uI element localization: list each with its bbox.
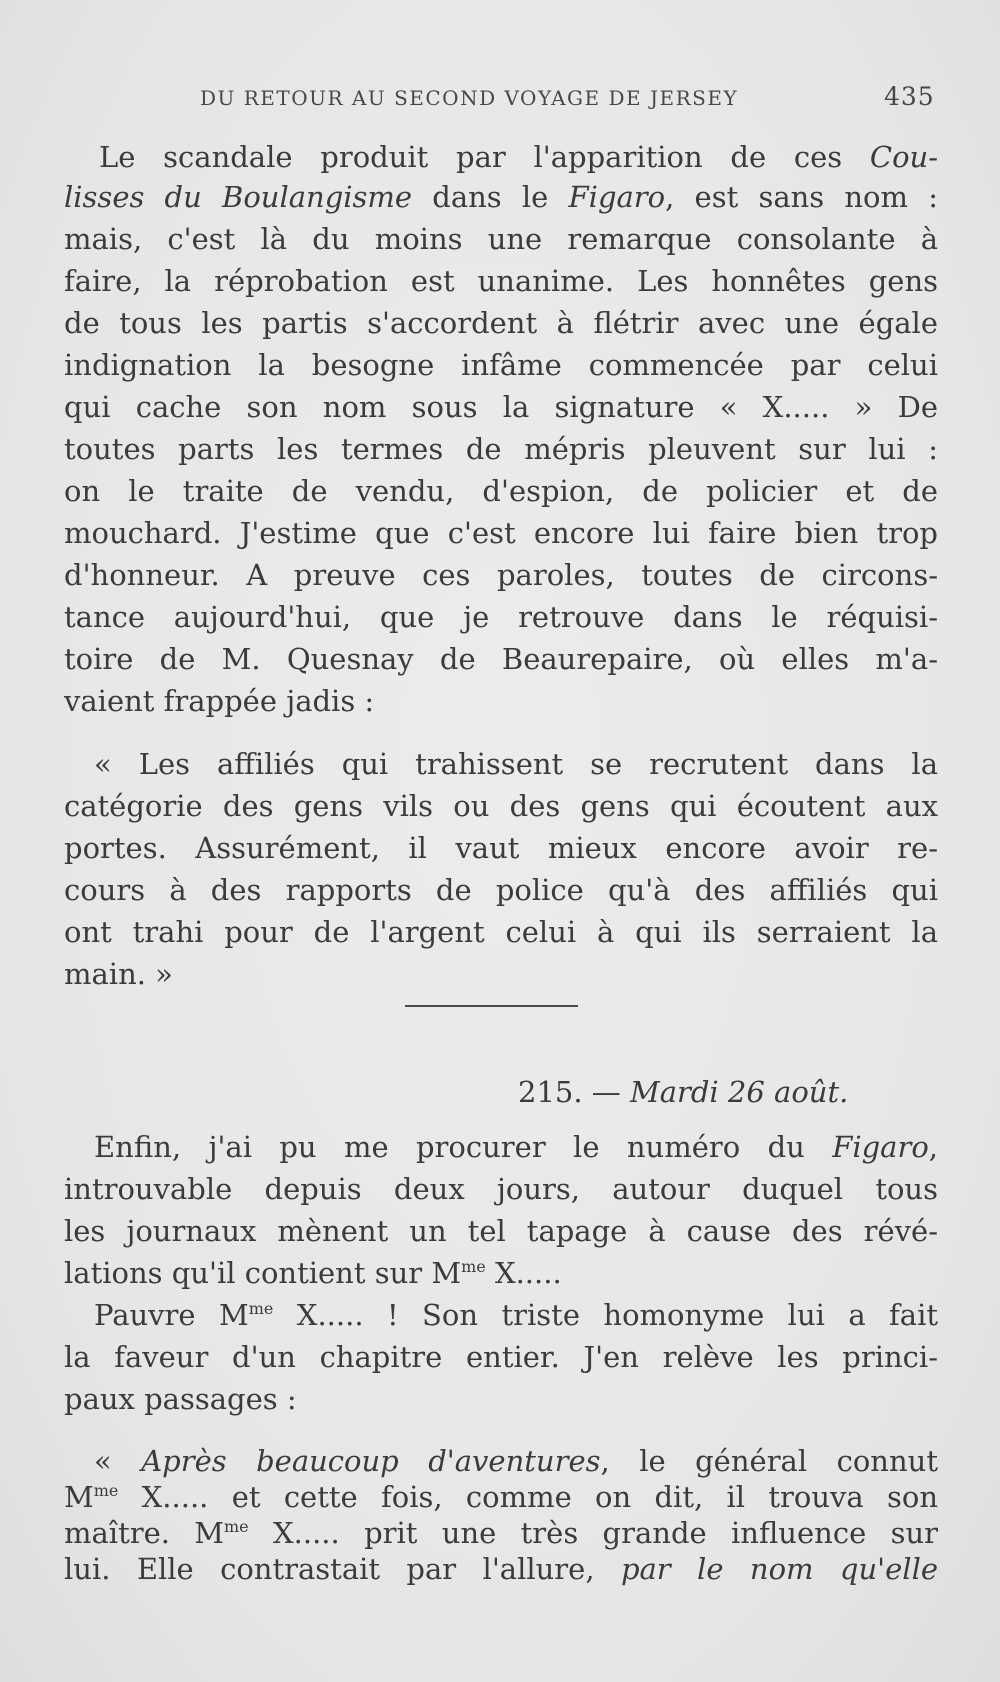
section-divider bbox=[405, 1005, 578, 1007]
quote-line: catégorie des gens vils ou des gens qui écoutent aux bbox=[64, 789, 938, 823]
quote-line: ont trahi pour de l'argent celui à qui ils serraient la bbox=[64, 915, 938, 949]
text-line: la faveur d'un chapitre entier. J'en relève les princi- bbox=[64, 1340, 938, 1374]
quote-line: cours à des rapports de police qu'à des affiliés qui bbox=[64, 873, 938, 907]
running-header: DU RETOUR AU SECOND VOYAGE DE JERSEY bbox=[200, 86, 739, 110]
text-line: faire, la réprobation est unanime. Les honnêtes gens bbox=[64, 264, 938, 298]
text-line: introuvable depuis deux jours, autour duquel tous bbox=[64, 1172, 938, 1206]
text-line: tance aujourd'hui, que je retrouve dans le réquisi- bbox=[64, 600, 938, 634]
text-line: les journaux mènent un tel tapage à cause des révé- bbox=[64, 1214, 938, 1248]
text-line: toire de M. Quesnay de Beaurepaire, où elles m'a- bbox=[64, 642, 938, 676]
text-line: Pauvre $M^{me}$ X..... ! Son triste homonyme lui a fait bbox=[94, 1298, 939, 1332]
text-line: d'honneur. A preuve ces paroles, toutes de circons- bbox=[64, 558, 938, 592]
quote-line: « Les affiliés qui trahissent se recrutent dans la bbox=[94, 747, 938, 781]
text-line: lisses du Boulangisme dans le Figaro, est sans nom : bbox=[64, 180, 938, 214]
text-line: Le scandale produit par l'apparition de ces Cou- bbox=[99, 140, 938, 174]
quote-line: « Après beaucoup d'aventures, le général connut bbox=[94, 1444, 938, 1478]
text-line: toutes parts les termes de mépris pleuvent sur lui : bbox=[64, 432, 938, 466]
text-line: Enfin, j'ai pu me procurer le numéro du Figaro, bbox=[94, 1130, 938, 1164]
page-number: 435 bbox=[884, 82, 935, 111]
text-line: lations qu'il contient sur $M^{me}$ X..... bbox=[64, 1256, 562, 1290]
text-line: paux passages : bbox=[64, 1382, 297, 1416]
quote-line: main. » bbox=[64, 957, 173, 991]
text-line: mais, c'est là du moins une remarque consolante à bbox=[64, 222, 938, 256]
diary-entry-heading: 215. — Mardi 26 août. bbox=[518, 1075, 849, 1109]
text-line: mouchard. J'estime que c'est encore lui faire bien trop bbox=[64, 516, 938, 550]
text-line: de tous les partis s'accordent à flétrir avec une égale bbox=[64, 306, 938, 340]
quote-line: portes. Assurément, il vaut mieux encore avoir re- bbox=[64, 831, 938, 865]
text-line: qui cache son nom sous la signature « X..... » De bbox=[64, 390, 938, 424]
quote-line: maître. $M^{me}$ X..... prit une très grande influence sur bbox=[64, 1516, 938, 1550]
text-line: on le traite de vendu, d'espion, de policier et de bbox=[64, 474, 938, 508]
text-line: vaient frappée jadis : bbox=[64, 684, 375, 718]
quote-line: lui. Elle contrastait par l'allure, par le nom qu'elle bbox=[64, 1552, 938, 1586]
quote-line: $M^{me}$ X..... et cette fois, comme on dit, il trouva son bbox=[64, 1480, 938, 1514]
text-line: indignation la besogne infâme commencée par celui bbox=[64, 348, 938, 382]
